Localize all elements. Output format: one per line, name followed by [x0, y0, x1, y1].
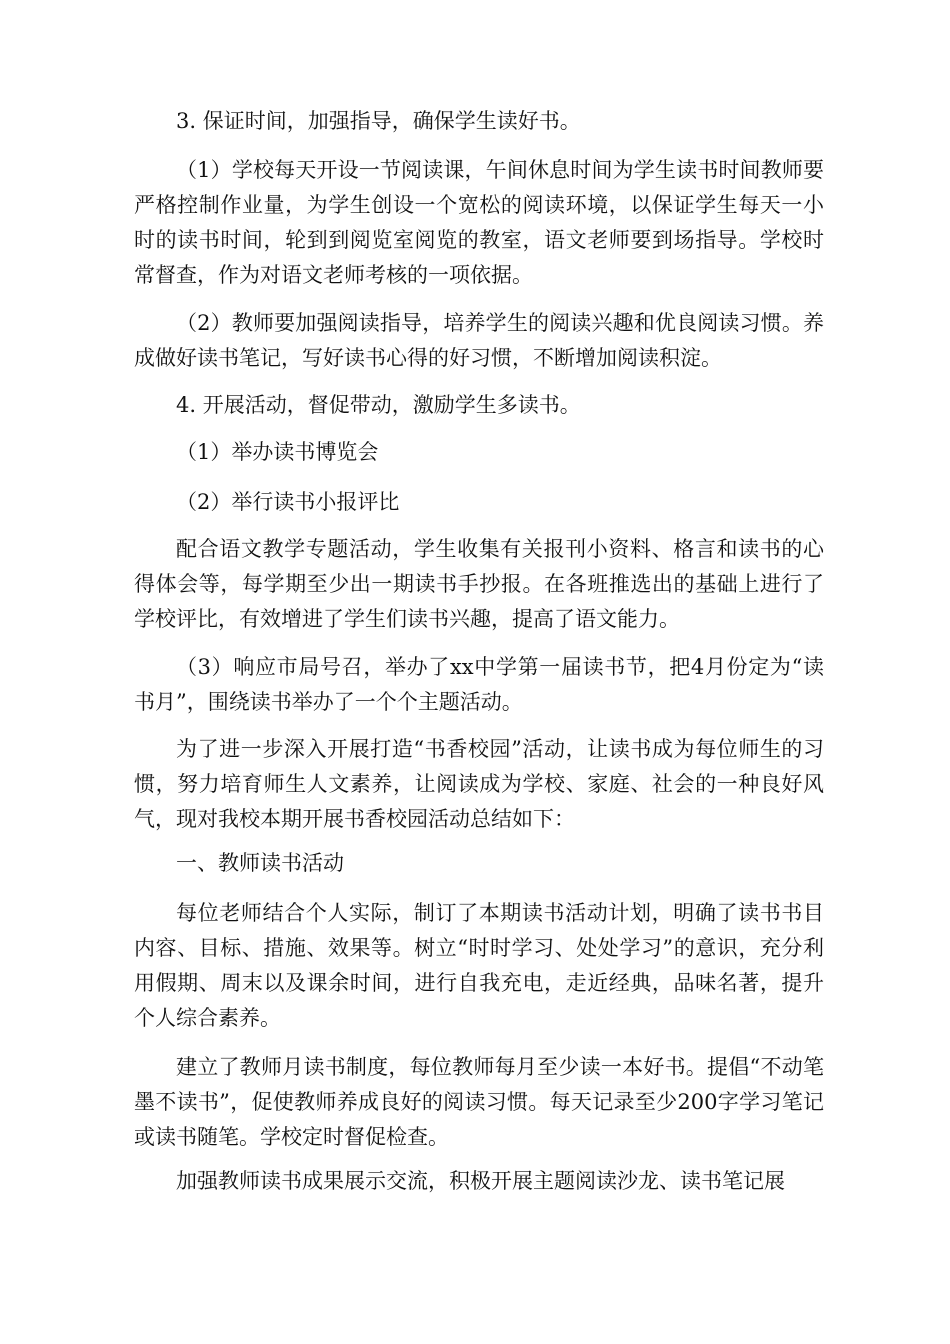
paragraph-chinese-activities: 配合语文教学专题活动，学生收集有关报刊小资料、格言和读书的心得体会等，每学期至少出一期读书手抄报。在各班推选出的基础上进行了学校评比，有效增进了学生们读书兴趣，提高了语文能力。 — [134, 537, 824, 631]
paragraph-book-fair: （1）举办读书博览会 — [176, 440, 379, 464]
paragraph-reading-festival: （3）响应市局号召，举办了xx中学第一届读书节，把4月份定为“读书月”，围绕读书举办了一个个主题活动。 — [134, 655, 824, 714]
paragraph-summary-intro: 为了进一步深入开展打造“书香校园”活动，让读书成为每位师生的习惯，努力培育师生人文素养，让阅读成为学校、家庭、社会的一种良好风气，现对我校本期开展书香校园活动总结如下： — [134, 737, 824, 831]
paragraph-reading-guidance: （2）教师要加强阅读指导，培养学生的阅读兴趣和优良阅读习惯。养成做好读书笔记，写好读书心得的好习惯，不断增加阅读积淀。 — [134, 311, 824, 370]
paragraph-newspaper-contest: （2）举行读书小报评比 — [176, 490, 400, 514]
paragraph-results-exchange: 加强教师读书成果展示交流，积极开展主题阅读沙龙、读书笔记展 — [176, 1169, 785, 1193]
paragraph-section-teachers: 一、教师读书活动 — [176, 851, 344, 875]
paragraph-heading-4: 4. 开展活动，督促带动，激励学生多读书。 — [176, 393, 581, 417]
paragraph-monthly-reading: 建立了教师月读书制度，每位教师每月至少读一本好书。提倡“不动笔墨不读书”，促使教师养成良好的阅读习惯。每天记录至少200字学习笔记或读书随笔。学校定时督促检查。 — [134, 1055, 824, 1149]
paragraph-teacher-plans: 每位老师结合个人实际，制订了本期读书活动计划，明确了读书书目内容、目标、措施、效果等。树立“时时学习、处处学习”的意识，充分利用假期、周末以及课余时间，进行自我充电，走近经典，品味名著，提升个人综合素养。 — [134, 901, 824, 1030]
paragraph-heading-3: 3. 保证时间，加强指导，确保学生读好书。 — [176, 109, 581, 133]
paragraph-reading-class: （1）学校每天开设一节阅读课，午间休息时间为学生读书时间教师要严格控制作业量，为学生创设一个宽松的阅读环境，以保证学生每天一小时的读书时间，轮到到阅览室阅览的教室，语文老师要到场指导。学校时常督查，作为对语文老师考核的一项依据。 — [134, 158, 824, 287]
